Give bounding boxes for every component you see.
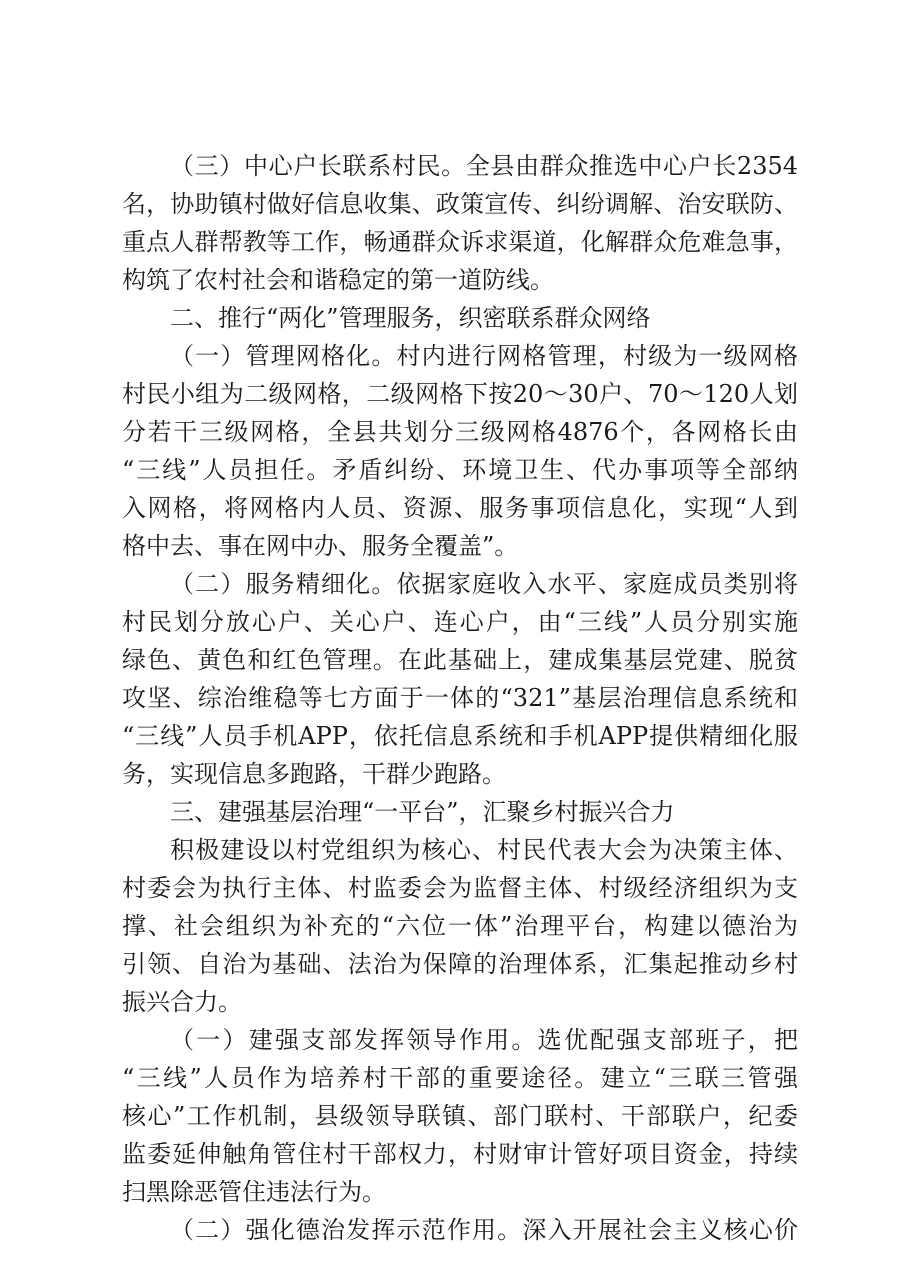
paragraph-line: 村委会为执行主体、村监委会为监督主体、村级经济组织为支 [122, 874, 798, 902]
paragraph-line: 积极建设以村党组织为核心、村民代表大会为决策主体、 [170, 836, 798, 864]
paragraph-line: 振兴合力。 [122, 988, 242, 1016]
paragraph-line: 务，实现信息多跑路，干群少跑路。 [122, 760, 506, 788]
paragraph-line: 引领、自治为基础、法治为保障的治理体系，汇集起推动乡村 [122, 950, 798, 978]
paragraph-line: 村民小组为二级网格，二级网格下按20～30户、70～120人划 [122, 380, 798, 408]
section-heading: 三、建强基层治理“一平台”，汇聚乡村振兴合力 [170, 798, 675, 826]
paragraph-line: 核心”工作机制，县级领导联镇、部门联村、干部联户，纪委 [122, 1102, 798, 1130]
paragraph-line: “三线”人员担任。矛盾纠纷、环境卫生、代办事项等全部纳 [122, 456, 798, 484]
paragraph-line: 撑、社会组织为补充的“六位一体”治理平台，构建以德治为 [122, 912, 798, 940]
paragraph-line: （一）管理网格化。村内进行网格管理，村级为一级网格 [170, 342, 798, 370]
paragraph-line: 重点人群帮教等工作，畅通群众诉求渠道，化解群众危难急事， [122, 228, 798, 256]
paragraph-line: 攻坚、综治维稳等七方面于一体的“321”基层治理信息系统和 [122, 684, 798, 712]
paragraph-line: （一）建强支部发挥领导作用。选优配强支部班子，把 [170, 1026, 798, 1054]
paragraph-line: 绿色、黄色和红色管理。在此基础上，建成集基层党建、脱贫 [122, 646, 798, 674]
paragraph-line: 村民划分放心户、关心户、连心户，由“三线”人员分别实施 [122, 608, 798, 636]
paragraph-line: 扫黑除恶管住违法行为。 [122, 1178, 386, 1206]
paragraph-line: “三线”人员作为培养村干部的重要途径。建立“三联三管强 [122, 1064, 798, 1092]
paragraph-line: （二）强化德治发挥示范作用。深入开展社会主义核心价 [170, 1216, 798, 1244]
paragraph-line: 监委延伸触角管住村干部权力，村财审计管好项目资金，持续 [122, 1140, 798, 1168]
paragraph-line: 构筑了农村社会和谐稳定的第一道防线。 [122, 266, 554, 294]
paragraph-line: 分若干三级网格，全县共划分三级网格4876个，各网格长由 [122, 418, 798, 446]
paragraph-line: “三线”人员手机APP，依托信息系统和手机APP提供精细化服 [122, 722, 798, 750]
paragraph-line: 格中去、事在网中办、服务全覆盖”。 [122, 532, 519, 560]
paragraph-line: 名，协助镇村做好信息收集、政策宣传、纠纷调解、治安联防、 [122, 190, 798, 218]
paragraph-line: 入网格，将网格内人员、资源、服务事项信息化，实现“人到 [122, 494, 798, 522]
paragraph-line: （三）中心户长联系村民。全县由群众推选中心户长2354 [170, 152, 798, 180]
section-heading: 二、推行“两化”管理服务，织密联系群众网络 [170, 304, 651, 332]
paragraph-line: （二）服务精细化。依据家庭收入水平、家庭成员类别将 [170, 570, 798, 598]
